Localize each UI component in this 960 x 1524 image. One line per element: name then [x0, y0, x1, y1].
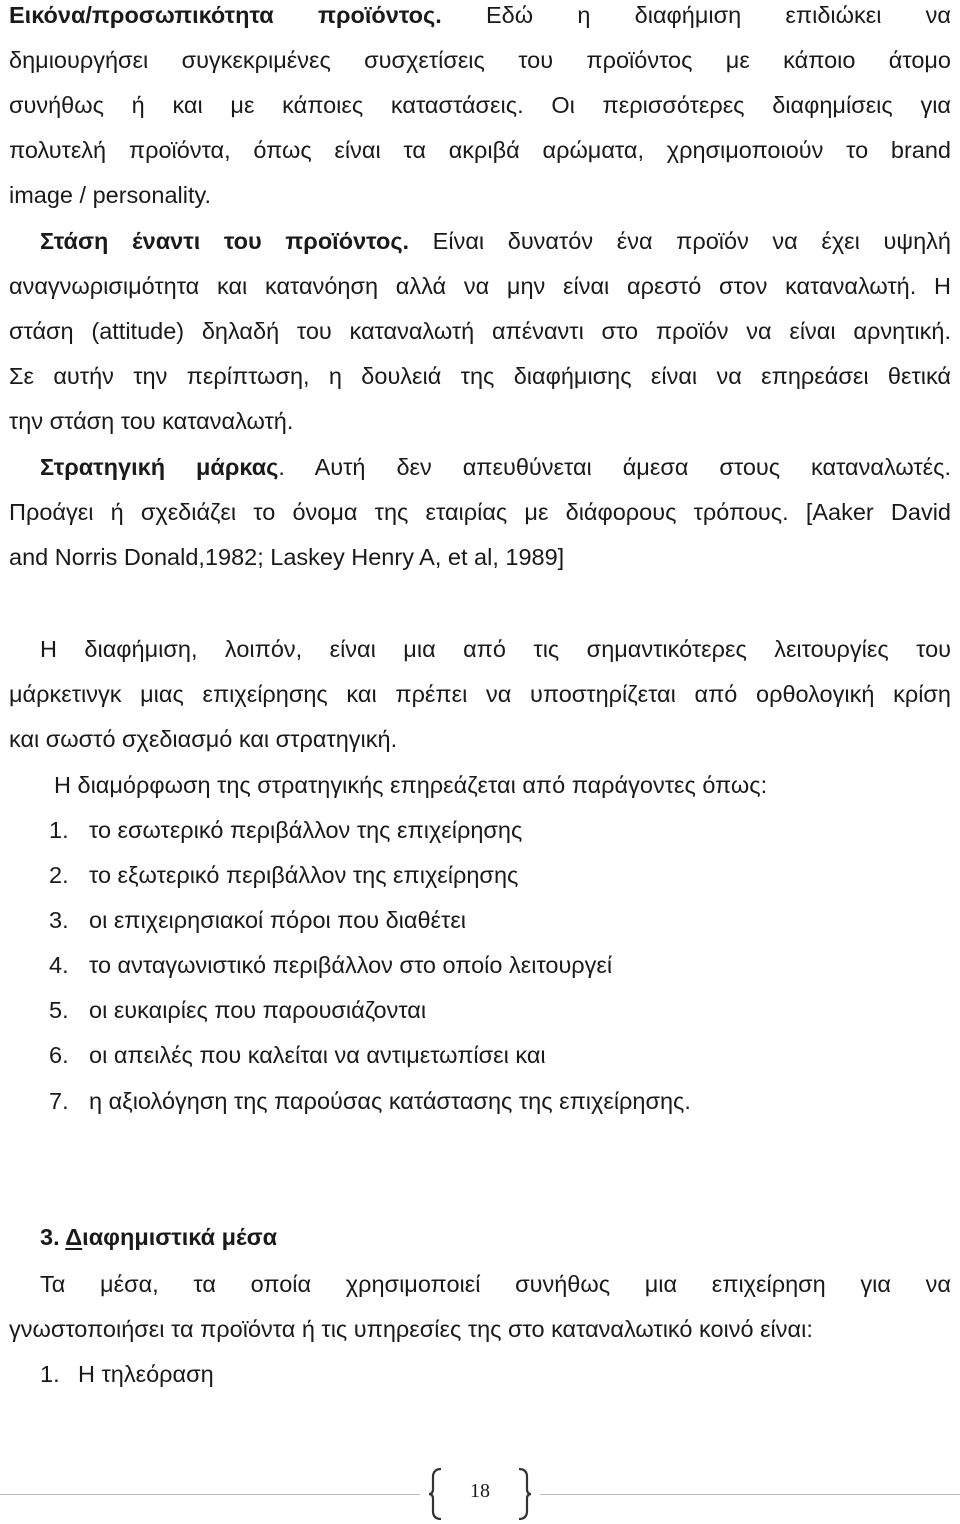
list-text: το ανταγωνιστικό περιβάλλον στο οποίο λειτουργεί — [89, 952, 613, 978]
list-item — [49, 860, 951, 890]
text-line: γνωστοποιήσει τα προϊόντα ή τις υπηρεσίες της στο καταναλωτικό κοινό είναι: — [9, 1316, 813, 1342]
list-item — [49, 905, 951, 935]
term-heading: Εικόνα/προσωπικότητα προϊόντος. — [9, 2, 442, 28]
section-heading — [40, 1222, 951, 1252]
text-run: . Αυτή δεν απευθύνεται άμεσα στους καταναλωτές. — [278, 454, 951, 480]
text-line: και σωστό σχεδιασμό και στρατηγική. — [9, 726, 398, 752]
text-line: and Norris Donald,1982; Laskey Henry A, et al, 1989] — [9, 544, 565, 570]
text-line: Η διαφήμιση, λοιπόν, είναι μια από τις σημαντικότερες λειτουργίες του — [40, 636, 951, 662]
term-heading: Στρατηγική μάρκας — [40, 454, 279, 480]
list-text: Η τηλεόραση — [78, 1361, 214, 1387]
text-line: πολυτελή προϊόντα, όπως είναι τα ακριβά αρώματα, χρησιμοποιούν το brand — [9, 137, 951, 163]
text-run: Είναι δυνατόν ένα προϊόν να έχει υψηλή — [409, 228, 951, 254]
list-number: 6. — [49, 1042, 69, 1068]
list-item — [49, 1086, 951, 1116]
footer-rule-left — [0, 1494, 420, 1495]
text-line: Προάγει ή σχεδιάζει το όνομα της εταιρίας με διάφορους τρόπους. [Aaker David — [9, 499, 951, 525]
footer-rule-right — [540, 1494, 960, 1495]
text-line: Σε αυτήν την περίπτωση, η δουλειά της διαφήμισης είναι να επηρεάσει θετικά — [9, 363, 951, 389]
text-line — [40, 452, 951, 482]
section-title — [65, 1224, 277, 1250]
list-text: οι απειλές που καλείται να αντιμετωπίσει και — [89, 1042, 546, 1068]
text-line: συνήθως ή και με κάποιες καταστάσεις. Οι περισσότερες διαφημίσεις για — [9, 92, 951, 118]
section-number: 3. — [40, 1224, 60, 1250]
text-line: στάση (attitude) δηλαδή του καταναλωτή απέναντι στο προϊόν να είναι αρνητική. — [9, 318, 951, 344]
text-line: μάρκετινγκ μιας επιχείρησης και πρέπει να υποστηρίζεται από ορθολογική κρίση — [9, 681, 951, 707]
term-heading: Στάση έναντι του προϊόντος. — [40, 228, 410, 254]
section-title-rest: ιαφημιστικά μέσα — [82, 1224, 278, 1250]
text-line — [9, 0, 951, 30]
list-text: η αξιολόγηση της παρούσας κατάστασης της επιχείρησης. — [89, 1088, 691, 1114]
list-text: το εσωτερικό περιβάλλον της επιχείρησης — [89, 817, 523, 843]
factors-intro: Η διαμόρφωση της στρατηγικής επηρεάζεται από παράγοντες όπως: — [54, 772, 768, 798]
list-item — [49, 950, 951, 980]
page-number: 18 — [470, 1480, 490, 1502]
list-text: οι επιχειρησιακοί πόροι που διαθέτει — [89, 907, 467, 933]
text-line — [40, 226, 951, 256]
text-line: την στάση του καταναλωτή. — [9, 408, 294, 434]
text-run: Εδώ η διαφήμιση επιδιώκει να — [441, 2, 951, 28]
list-item — [49, 815, 951, 845]
list-item — [49, 995, 951, 1025]
list-text: το εξωτερικό περιβάλλον της επιχείρησης — [89, 862, 519, 888]
list-number: 4. — [49, 952, 69, 978]
list-number: 2. — [49, 862, 69, 888]
list-item — [49, 1040, 951, 1070]
list-item — [40, 1359, 951, 1389]
list-number: 1. — [40, 1361, 60, 1387]
page-footer — [0, 1466, 960, 1524]
text-line: δημιουργήσει συγκεκριμένες συσχετίσεις του προϊόντος με κάποιο άτομο — [9, 47, 951, 73]
list-number: 7. — [49, 1088, 69, 1114]
left-brace-icon — [428, 1468, 442, 1520]
text-line: image / personality. — [9, 182, 212, 208]
text-line: Τα μέσα, τα οποία χρησιμοποιεί συνήθως μια επιχείρηση για να — [40, 1271, 951, 1297]
section-title-initial: Δ — [65, 1224, 83, 1250]
list-text: οι ευκαιρίες που παρουσιάζονται — [89, 997, 427, 1023]
list-number: 5. — [49, 997, 69, 1023]
list-number: 1. — [49, 817, 69, 843]
right-brace-icon — [518, 1468, 532, 1520]
text-line: αναγνωρισιμότητα και κατανόηση αλλά να μην είναι αρεστό στον καταναλωτή. Η — [9, 273, 951, 299]
list-number: 3. — [49, 907, 69, 933]
